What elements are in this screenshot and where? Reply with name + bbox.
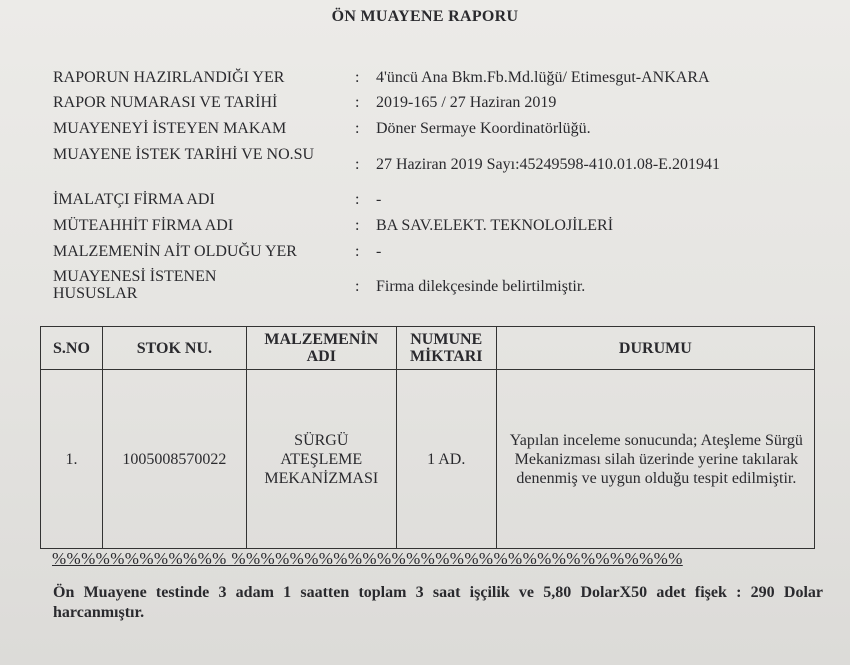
cell-sno: 1. <box>41 370 103 549</box>
info-label: MALZEMENİN AİT OLDUĞU YER <box>53 243 297 260</box>
info-value: Firma dilekçesinde belirtilmiştir. <box>376 278 586 295</box>
info-separator: : <box>355 120 360 137</box>
column-header-durumu: DURUMU <box>496 327 814 370</box>
table-header-row <box>41 327 815 370</box>
column-header-sno: S.NO <box>41 327 103 370</box>
page-title: ÖN MUAYENE RAPORU <box>331 8 519 25</box>
info-separator: : <box>355 94 360 111</box>
info-label: RAPOR NUMARASI VE TARİHİ <box>53 94 278 111</box>
info-label: İMALATÇI FİRMA ADI <box>53 191 215 208</box>
info-separator: : <box>355 69 360 86</box>
info-label: RAPORUN HAZIRLANDIĞI YER <box>53 69 285 86</box>
percent-separator: %%%%%%%%%%%% %%%%%%%%%%%%%%%%%%%%%%%%%%%%%%% <box>52 549 683 568</box>
info-value: 4'üncü Ana Bkm.Fb.Md.lüğü/ Etimesgut-ANKARA <box>376 69 710 86</box>
info-value: - <box>376 191 382 208</box>
info-value: 27 Haziran 2019 Sayı:45249598-410.01.08-E.201941 <box>376 156 720 173</box>
column-header-numune-miktari: NUMUNE MİKTARI <box>396 327 496 370</box>
info-separator: : <box>355 217 360 234</box>
info-value: 2019-165 / 27 Haziran 2019 <box>376 94 557 111</box>
info-label: MUAYENEYİ İSTEYEN MAKAM <box>53 120 287 137</box>
cell-durumu: Yapılan inceleme sonucunda; Ateşleme Sürgü Mekanizması silah üzerinde yerine takılarak denenmiş ve uygun olduğu tespit edilmiştir. <box>496 370 814 549</box>
footer-note: Ön Muayene testinde 3 adam 1 saatten toplam 3 saat işçilik ve 5,80 DolarX50 adet fişek : 290 Dolar harcanmıştır. <box>53 584 823 621</box>
info-separator: : <box>355 243 360 260</box>
inspection-table <box>40 326 815 549</box>
cell-malzeme-adi <box>246 370 396 549</box>
info-value: - <box>376 243 382 260</box>
column-header-malzeme-adi: MALZEMENİN ADI <box>246 327 396 370</box>
info-separator: : <box>355 278 360 295</box>
column-header-stok: STOK NU. <box>102 327 246 370</box>
info-value: Döner Sermaye Koordinatörlüğü. <box>376 120 591 137</box>
info-value: BA SAV.ELEKT. TEKNOLOJİLERİ <box>376 217 614 234</box>
info-label: MUAYENESİ İSTENEN HUSUSLAR <box>53 268 217 302</box>
info-separator: : <box>355 156 360 173</box>
info-label: MUAYENE İSTEK TARİHİ VE NO.SU <box>53 146 315 163</box>
malzeme-adi-text: SÜRGÜ ATEŞLEME MEKANİZMASI <box>264 431 379 487</box>
cell-numune-miktari: 1 AD. <box>396 370 496 549</box>
info-label: MÜTEAHHİT FİRMA ADI <box>53 217 234 234</box>
cell-stok: 1005008570022 <box>102 370 246 549</box>
table-row <box>41 370 815 549</box>
info-separator: : <box>355 191 360 208</box>
